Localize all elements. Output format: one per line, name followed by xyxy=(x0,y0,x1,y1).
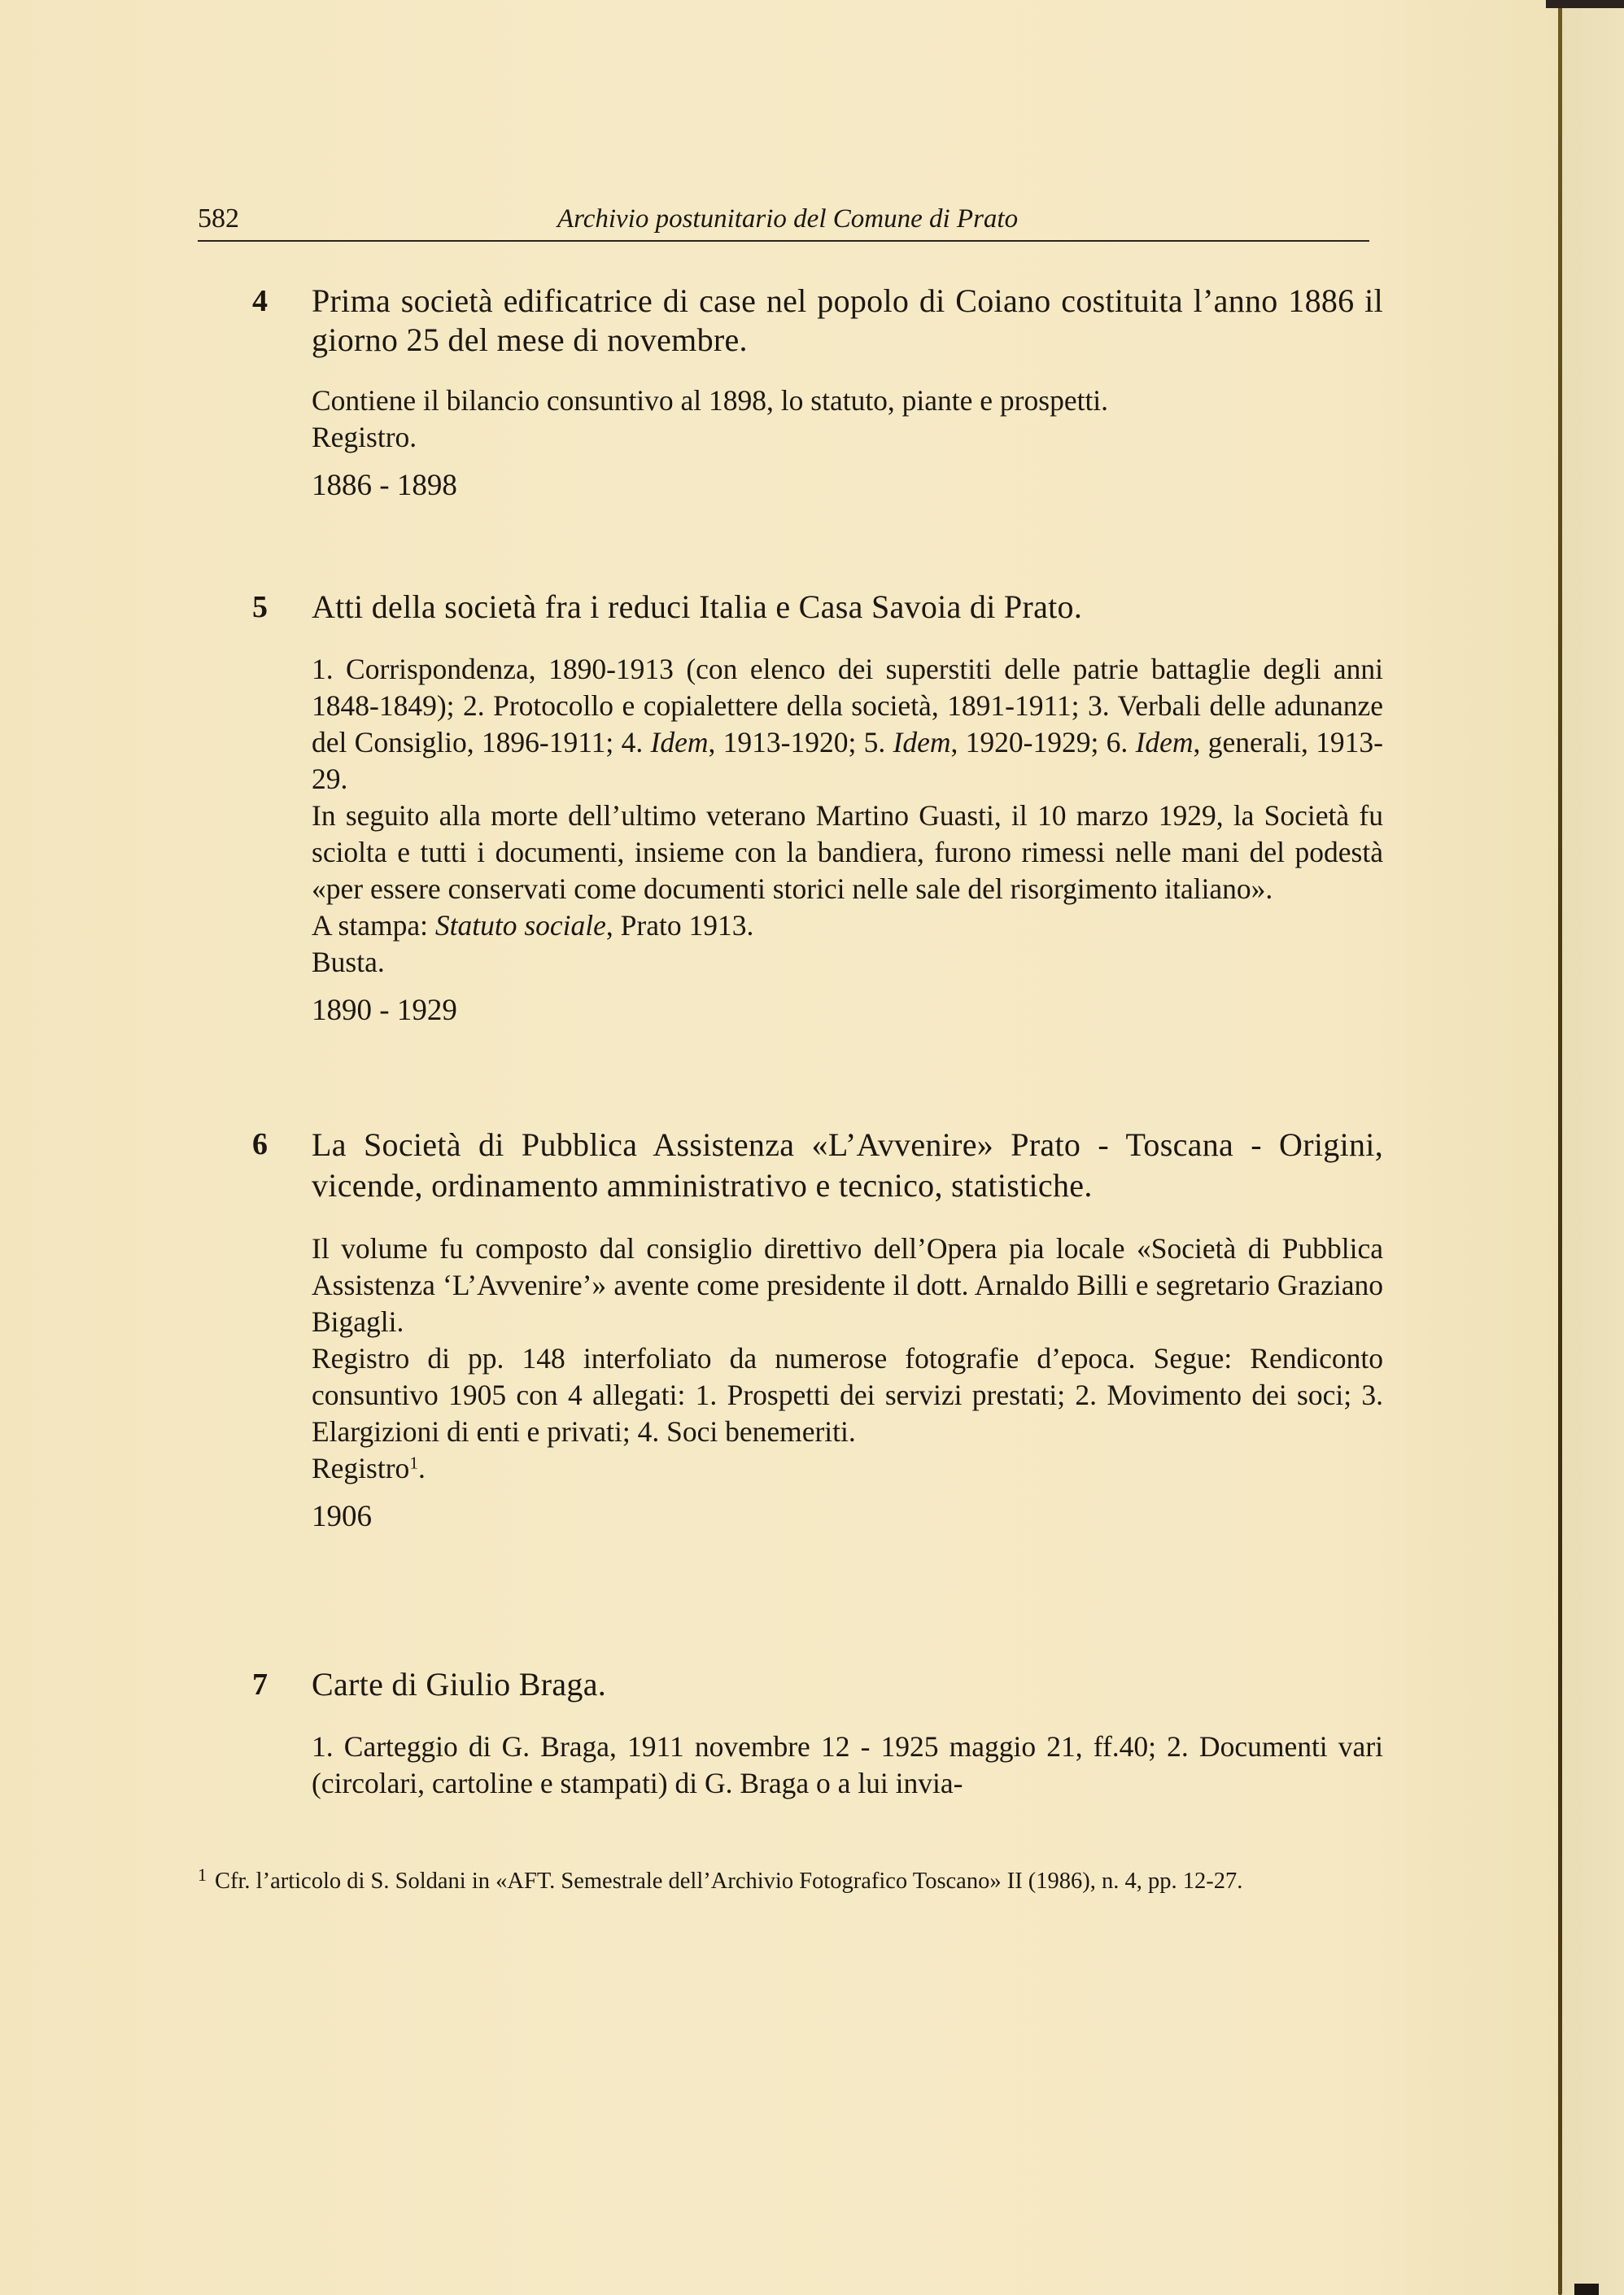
footnote-reference[interactable]: 1 xyxy=(409,1453,418,1473)
footnote xyxy=(198,1861,1386,1895)
entry-title: Carte di Giulio Braga. xyxy=(312,1666,607,1703)
page-header xyxy=(198,199,1369,239)
page-number: 582 xyxy=(198,203,239,234)
footnote-mark: 1 xyxy=(198,1864,207,1885)
footnote-text: Cfr. l’articolo di S. Soldani in «AFT. Semestrale dell’Archivio Fotografico Toscano» II (1986), n. 4, pp. 12-27. xyxy=(215,1868,1243,1894)
entry-body xyxy=(312,1665,1383,1802)
entry-body xyxy=(312,282,1383,504)
entry-number: 7 xyxy=(252,1668,268,1702)
description-type: Registro. xyxy=(312,421,417,453)
adjacent-page-edge xyxy=(1562,0,1624,2295)
entry-dates: 1886 - 1898 xyxy=(312,469,457,502)
description-paragraph: Registro di pp. 148 interfoliato da numerose fotografie d’epoca. Segue: Rendiconto consuntivo 1905 con 4 allegati: 1. Prospetti dei servizi prestati; 2. Movimento dei soci; 3. Elargizioni di enti e privati; 4. Soci benemeriti. xyxy=(312,1342,1383,1448)
entry-body xyxy=(312,588,1383,1029)
entry-title: La Società di Pubblica Assistenza «L’Avvenire» Prato - Toscana - Origini, vicende, ordinamento amministrativo e tecnico, statistiche. xyxy=(312,1126,1383,1204)
header-rule xyxy=(198,240,1369,242)
entry-title: Prima società edificatrice di case nel popolo di Coiano costituita l’anno 1886 il giorno 25 del mese di novembre. xyxy=(312,282,1383,358)
entry-number: 4 xyxy=(252,284,268,318)
bottom-shadow xyxy=(1574,2284,1599,2295)
entry-number: 5 xyxy=(252,590,268,624)
description-note: In seguito alla morte dell’ultimo veterano Martino Guasti, il 10 marzo 1929, la Società fu sciolta e tutti i documenti, insieme con la bandiera, furono rimessi nelle mani del podestà «per essere conservati come documenti storici nelle sale del risorgimento italiano». xyxy=(312,799,1383,905)
entry-dates: 1906 xyxy=(312,1500,372,1533)
description-paragraph: 1. Carteggio di G. Braga, 1911 novembre 12 - 1925 maggio 21, ff.40; 2. Documenti vari (circolari, cartoline e stampati) di G. Braga o a lui invia- xyxy=(312,1730,1383,1799)
top-shadow xyxy=(1546,0,1624,8)
page-gutter xyxy=(1558,7,1562,2295)
entry-title: Atti della società fra i reduci Italia e Casa Savoia di Prato. xyxy=(312,588,1083,625)
description-type: Registro$^1$. xyxy=(312,1452,426,1484)
entry-dates: 1890 - 1929 xyxy=(312,994,457,1027)
description-line: Contiene il bilancio consuntivo al 1898, lo statuto, piante e prospetti. xyxy=(312,384,1109,417)
description-contents: 1. Corrispondenza, 1890-1913 (con elenco dei superstiti delle patrie battaglie degli anni 1848-1849); 2. Protocollo e copialettere della società, 1891-1911; 3. Verbali delle adunanze del Consiglio, 1896-1911; 4. Idem, 1913-1920; 5. Idem, 1920-1929; 6. Idem, generali, 1913-29. xyxy=(312,653,1384,795)
description-type: Busta. xyxy=(312,946,385,978)
running-title: Archivio postunitario del Comune di Prato xyxy=(557,204,1019,234)
entry-description xyxy=(312,1729,1383,1802)
entry-description xyxy=(312,1231,1383,1487)
description-paragraph: Il volume fu composto dal consiglio direttivo dell’Opera pia locale «Società di Pubblica Assistenza ‘L’Avvenire’» avente come presidente il dott. Arnaldo Billi e segretario Graziano Bigagli. xyxy=(312,1232,1383,1338)
entry-description xyxy=(312,651,1383,981)
entry-body xyxy=(312,1125,1383,1535)
entry-description xyxy=(312,382,1383,456)
description-print: A stampa: Statuto sociale, Prato 1913. xyxy=(312,909,754,942)
entry-number: 6 xyxy=(252,1127,268,1161)
